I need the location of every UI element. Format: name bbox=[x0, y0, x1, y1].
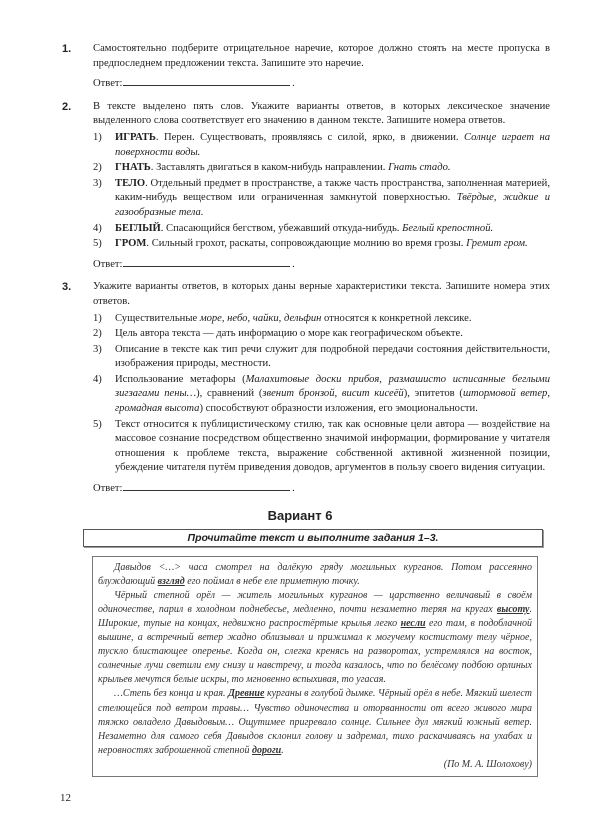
passage-text: . Широкие, тупые на концах, недвижно распростёртые крылья легко bbox=[98, 603, 532, 629]
highlighted-word: дороги bbox=[251, 744, 282, 756]
answer-field[interactable]: Ответ: . bbox=[93, 479, 550, 497]
option-example: Твёрдые, жидкие и газообразные тела. bbox=[115, 192, 550, 218]
option-definition: . Заставлять двигаться в каком-нибудь направлении. bbox=[150, 162, 389, 174]
option-italic: штормовой ветер, громадная высота bbox=[115, 388, 550, 415]
task-1 bbox=[62, 42, 550, 92]
option-number: 1) bbox=[93, 312, 102, 324]
passage-text: его там, в подоблачной вышине, а встречный ветер жадно облизывал и прижимал к могучему костистому телу чёрное, тускло блистающее оперенье. Когда он, слегка кренясь на разворотах, устремлялся на восток, солнечные лучи светили ему снизу и навстречу, и тогда казалось, что по белёсому подбою орлиных крыльев мечутся белые искры, то мгновенно вспыхивая, то угасая. bbox=[98, 618, 532, 686]
option-example: Гнать стадо. bbox=[388, 162, 451, 174]
instruction-box: Прочитайте текст и выполните задания 1–3. bbox=[83, 529, 543, 547]
answer-line[interactable] bbox=[123, 479, 290, 491]
answer-line[interactable] bbox=[123, 74, 290, 86]
passage-paragraph bbox=[98, 589, 532, 688]
highlighted-word: взгляд bbox=[157, 575, 185, 587]
option-definition: . Перен. Существовать, проявляясь с силой, ярко, в движении. bbox=[155, 131, 465, 143]
option-word: ТЕЛО bbox=[115, 177, 146, 189]
option bbox=[93, 237, 550, 252]
option-definition: . Отдельный предмет в пространстве, а также часть пространства, заполненная материей, каким-нибудь веществом или ограниченная замкнутой поверхностью. bbox=[115, 177, 550, 204]
option-number: 2) bbox=[93, 328, 102, 340]
option-example: Солнце играет на поверхности воды. bbox=[115, 131, 550, 158]
option-text: Цель автора текста — дать информацию о море как географическом объекте. bbox=[115, 328, 463, 340]
answer-field[interactable]: Ответ: . bbox=[93, 255, 550, 273]
answer-field[interactable]: Ответ: . bbox=[93, 74, 550, 92]
answer-label: Ответ: bbox=[93, 483, 123, 495]
option-number: 2) bbox=[93, 162, 102, 174]
page-number: 12 bbox=[60, 792, 71, 805]
passage-text: . bbox=[281, 744, 284, 756]
option-italic: звенит бронзой, висит кисеёй bbox=[262, 388, 404, 400]
passage-text: Чёрный степной орёл — житель могильных курганов — царственно величавый в своём одиночестве, парил в холодном поднебесье, медленно, почти незаметно теряя на кругах bbox=[98, 589, 532, 615]
task-number: 2. bbox=[62, 100, 72, 113]
task-text: Самостоятельно подберите отрицательное наречие, которое должно стоять на месте пропуска в предпоследнем предложении текста. Запишите это наречие. bbox=[93, 43, 550, 69]
option-number: 4) bbox=[93, 222, 102, 234]
option-definition: . Спасающийся бегством, убежавший откуда-нибудь. bbox=[160, 222, 403, 234]
passage-text: …Степь без конца и края. bbox=[114, 688, 229, 700]
option-italic: море, небо, чайки, дельфин bbox=[199, 312, 322, 324]
option-word: ГНАТЬ bbox=[115, 162, 151, 174]
answer-label: Ответ: bbox=[93, 258, 123, 270]
option-text: ) способствуют образности изложения, его эмоциональности. bbox=[199, 403, 478, 415]
option bbox=[93, 312, 550, 327]
passage-text: Давыдов <…> часа смотрел на далёкую гряду могильных курганов. Потом рассеянно блуждающий bbox=[98, 561, 532, 587]
option-number: 5) bbox=[93, 418, 102, 430]
answer-line[interactable] bbox=[123, 255, 290, 267]
option-definition: . Сильный грохот, раскаты, сопровождающие молнию во время грозы. bbox=[146, 238, 467, 250]
task-text: Укажите варианты ответов, в которых даны верные характеристики текста. Запишите номера этих ответов. bbox=[93, 281, 550, 307]
option bbox=[93, 177, 550, 221]
variant-title: Вариант 6 bbox=[267, 507, 333, 523]
option bbox=[93, 131, 550, 160]
option-number: 3) bbox=[93, 343, 102, 355]
highlighted-word: высоту bbox=[496, 603, 530, 615]
option-number: 5) bbox=[93, 238, 102, 250]
option-text: относятся к конкретной лексике. bbox=[321, 312, 472, 324]
task-text: В тексте выделено пять слов. Укажите варианты ответов, в которых лексическое значение выделенного слова соответствует его значению в данном тексте. Запишите номера ответов. bbox=[93, 100, 550, 127]
option-example: Беглый крепостной. bbox=[402, 222, 494, 234]
task-number: 1. bbox=[62, 43, 72, 55]
option-text: Использование метафоры ( bbox=[115, 373, 246, 385]
option bbox=[93, 222, 550, 237]
passage-text: его поймал в небе еле приметную точку. bbox=[184, 575, 360, 587]
passage-text: курганы в голубой дымке. Чёрный орёл в небе. Мягкий шелест стелющейся под ветром травы… Чувство одиночества и оторванности от всего живого мира тяжко овладело Давыдовым… Ощутимее пригревало солнце. Сильнее дул мягкий южный ветер. Незаметно для самого себя Давыдов склонил голову и задремал, тихо раскачиваясь на ухабах и неровностях заброшенной степной bbox=[98, 688, 532, 756]
highlighted-word: Древние bbox=[228, 688, 265, 700]
option-word: ИГРАТЬ bbox=[115, 131, 156, 143]
reading-passage bbox=[92, 556, 538, 777]
option bbox=[93, 343, 550, 372]
passage-author: (По М. А. Шолохову) bbox=[443, 758, 532, 770]
option-word: ГРОМ bbox=[115, 238, 147, 250]
option-text: ), эпитетов ( bbox=[403, 388, 463, 400]
option-number: 1) bbox=[93, 131, 102, 143]
option-italic: Малахитовые доски прибоя, размашисто исписанные беглыми зигзагами пены… bbox=[115, 373, 550, 400]
option-example: Гремит гром. bbox=[466, 238, 528, 250]
option bbox=[93, 373, 550, 417]
task-number: 3. bbox=[62, 281, 72, 294]
option-number: 4) bbox=[93, 373, 102, 385]
task-2 bbox=[62, 100, 550, 273]
passage-paragraph bbox=[98, 687, 532, 757]
highlighted-word: несли bbox=[400, 618, 426, 629]
option-text: ), сравнений ( bbox=[196, 388, 263, 400]
option-text: Описание в тексте как тип речи служит для подробной передачи состояния действительности, изображения природы, местности. bbox=[115, 343, 550, 370]
option-text: Существительные bbox=[115, 312, 200, 324]
option bbox=[93, 161, 550, 176]
passage-paragraph bbox=[98, 561, 532, 589]
option bbox=[93, 418, 550, 476]
task-3 bbox=[62, 280, 550, 496]
option-number: 3) bbox=[93, 177, 102, 189]
option-word: БЕГЛЫЙ bbox=[115, 222, 161, 234]
option-text: Текст относится к публицистическому стилю, так как основные цели автора — воздействие на массовое сознание посредством общественно значимой информации, формирование у читателя отношения к проблеме текста, выражение собственной активной жизненной позиции, убеждение читателя путём приведения доводов, аргументов в пользу своего видения ситуации. bbox=[115, 418, 550, 474]
option bbox=[93, 327, 550, 342]
answer-label: Ответ: bbox=[93, 78, 123, 90]
